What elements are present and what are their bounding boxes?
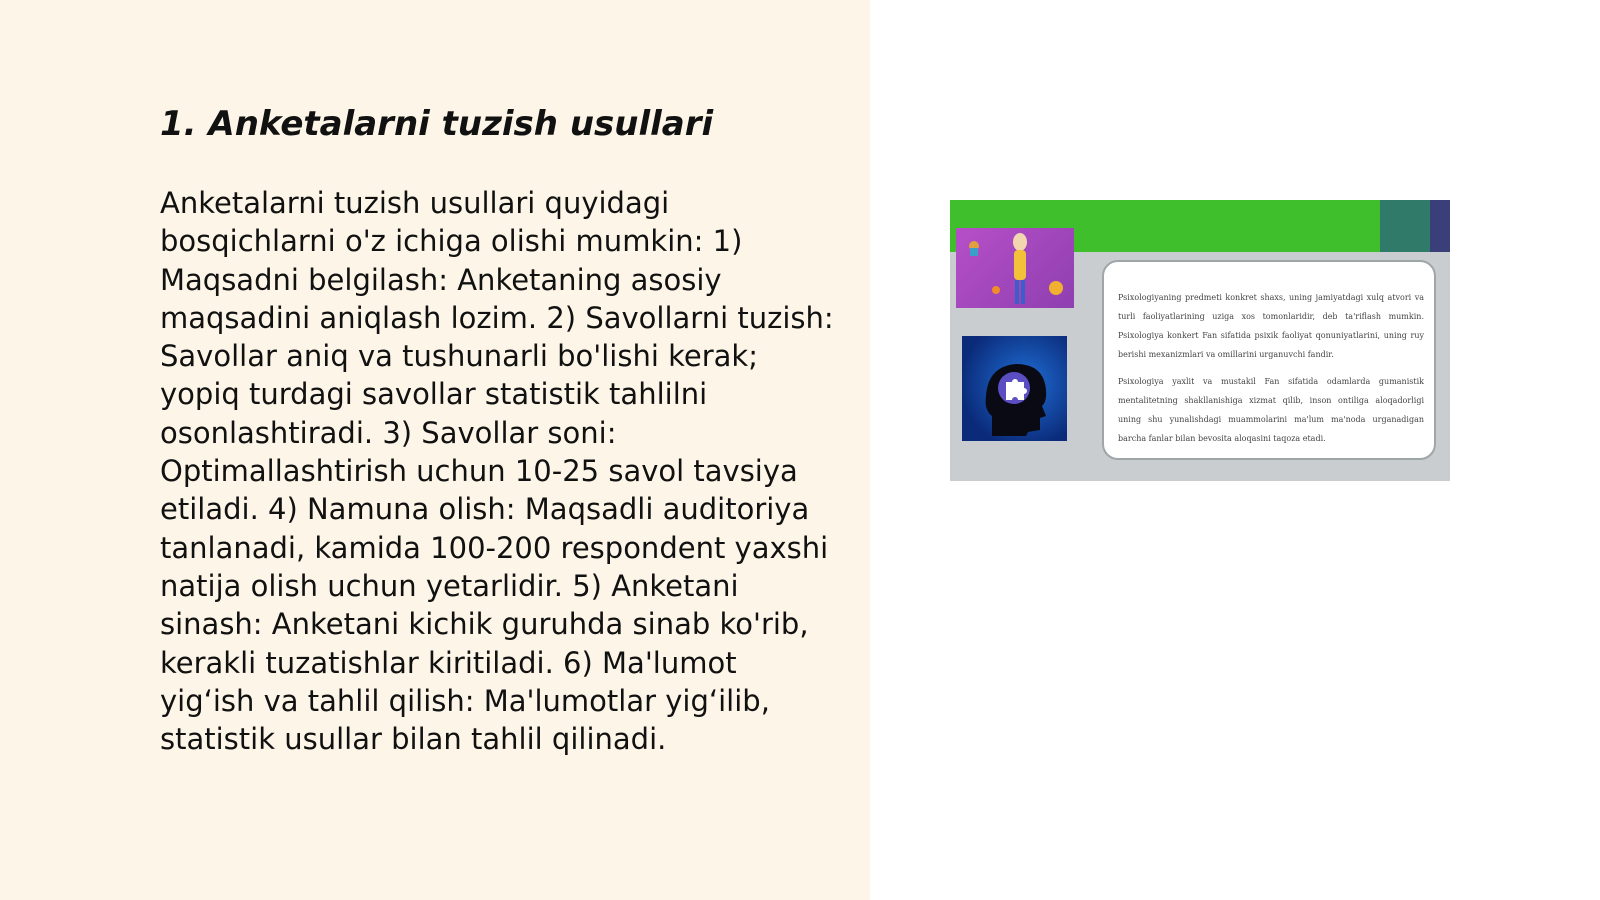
thumbnail-paragraph-1: Psixologiyaning predmeti konkret shaxs, uning jamiyatdagi xulq atvori va turli faoliyatlarining uziga xos tomonlaridir, deb ta'riflash mumkin. Psixologiya konkert Fan sifatida psixik faoliyat qonuniyatlarini, uning ruy berishi mexanizmlari va omillarini urganuvchi fandir. — [1118, 293, 1424, 359]
thumbnail-teal-block — [1380, 200, 1430, 252]
slide-body-text: Anketalarni tuzish usullari quyidagi bosqichlarni o'z ichiga olishi mumkin: 1) Maqsadni belgilash: Anketaning asosiy maqsadini aniqlash lozim. 2) Savollarni tuzish: Savollar aniq va tushunarli bo'lishi kerak; yopiq turdagi savollar statistik tahlilni osonlashtiradi. 3) Savollar soni: Optimallashtirish uchun 10-25 savol tavsiya etiladi. 4) Namuna olish: Maqsadli auditoriya tanlanadi, kamida 100-200 respondent yaxshi natija olish uchun yetarlidir. 5) Anketani sinash: Anketani kichik guruhda sinab ko'rib, kerakli tuzatishlar kiritiladi. 6) Ma'lumot yig‘ish va tahlil qilish: Ma'lumotlar yig‘ilib, statistik usullar bilan tahlil qilinadi. — [160, 186, 834, 757]
thumbnail-navy-block — [1430, 200, 1450, 252]
thumbnail-paragraph-2: Psixologiya yaxlit va mustakil Fan sifatida odamlarda gumanistik mentalitetning shakllanishiga xizmat qilib, inson ontiliga aloqadorligi uning shu yunalishdagi muammolarini ma'lum ma'noda urganadigan barcha fanlar bilan bevosita aloqasini taqoza etadi. — [1118, 377, 1424, 443]
thumbnail-head-puzzle-icon — [962, 336, 1067, 441]
thumbnail-figure-illustration — [956, 228, 1074, 308]
slide-thumbnail-image — [950, 200, 1450, 481]
slide-title: 1. Anketalarni tuzish usullari — [160, 104, 714, 144]
thumbnail-text-card — [1102, 260, 1436, 460]
